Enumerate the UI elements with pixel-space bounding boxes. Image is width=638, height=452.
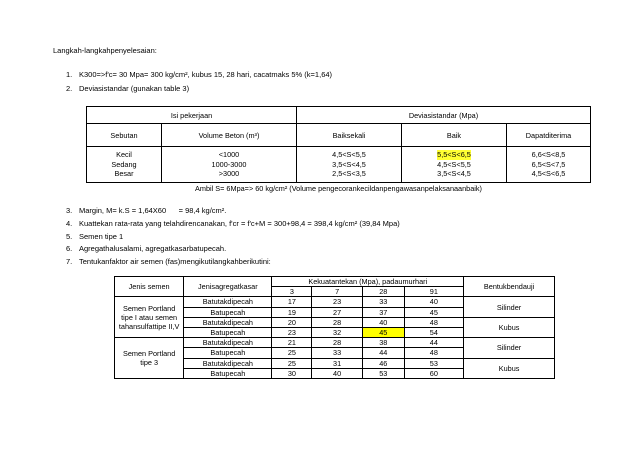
value-cell: 44 — [404, 338, 464, 348]
value-cell: 45 — [404, 307, 464, 317]
value-cell: 53 — [362, 368, 404, 378]
cell-value: 1000-3000 — [211, 159, 247, 169]
header-bentuk: Bentukbendauji — [464, 277, 555, 297]
header-deviasi: Deviasistandar (Mpa) — [297, 107, 591, 124]
value-cell: 23 — [272, 327, 312, 337]
step-text: Margin, M= k.S = 1,64X60 = 98,4 kg/cm². — [79, 206, 227, 215]
step-item — [66, 256, 400, 269]
step-text: Kuattekan rata-rata yang telahdirencanakan, f'cr = f'c+M = 300+98,4 = 398,4 kg/cm² (39,84 Mpa) — [79, 218, 400, 228]
value-cell: 44 — [362, 348, 404, 358]
header-isi: Isi pekerjaan — [87, 107, 297, 124]
value-cell: 31 — [312, 358, 363, 368]
header-baik: Baik — [402, 124, 507, 147]
cell-value: Sedang — [111, 159, 137, 169]
step-number: 5. — [66, 231, 73, 241]
value-cell: 40 — [404, 297, 464, 307]
step-number: 1. — [66, 70, 73, 79]
agregat-cell: Batutakdipecah — [184, 338, 272, 348]
cell-value: Besar — [114, 169, 134, 179]
value-cell: 23 — [312, 297, 363, 307]
step-item — [66, 243, 400, 256]
baik-cell — [402, 147, 507, 183]
step-item — [66, 205, 400, 218]
value-cell: 25 — [272, 348, 312, 358]
value-cell: 40 — [312, 368, 363, 378]
cell-value: <1000 — [218, 150, 240, 160]
semen-type-3: Semen Portland tipe 3 — [115, 338, 184, 379]
steps-list-a — [66, 68, 332, 96]
day-header: 28 — [362, 287, 404, 297]
deviation-table — [86, 106, 591, 194]
dapat-cell — [507, 147, 591, 183]
value-cell: 32 — [312, 327, 363, 337]
value-cell: 20 — [272, 317, 312, 327]
step-text: K300=>f'c= 30 Mpa= 300 kg/cm², kubus 15, 28 hari, cacatmaks 5% (k=1,64) — [79, 70, 333, 79]
table-row — [115, 338, 555, 348]
header-jenis-agregat: Jenisagregatkasar — [184, 277, 272, 297]
cell-value: 4,5<S<6,5 — [531, 169, 566, 179]
step-text: Deviasistandar (gunakan table 3) — [79, 84, 190, 93]
bentuk-cell: Silinder — [464, 338, 555, 358]
value-cell: 54 — [404, 327, 464, 337]
section-heading: Langkah-langkahpenyelesaian: — [53, 46, 157, 55]
steps-list-b — [66, 205, 400, 269]
step-text: Agregathalusalami, agregatkasarbatupecah. — [79, 244, 227, 254]
agregat-cell: Batupecah — [184, 368, 272, 378]
agregat-cell: Batupecah — [184, 348, 272, 358]
baiksekali-cell — [297, 147, 402, 183]
agregat-cell: Batutakdipecah — [184, 317, 272, 327]
value-cell: 33 — [312, 348, 363, 358]
value-cell: 27 — [312, 307, 363, 317]
day-header: 7 — [312, 287, 363, 297]
step-item — [66, 68, 332, 82]
highlighted-value-cell: 45 — [362, 327, 404, 337]
value-cell: 17 — [272, 297, 312, 307]
header-kekuatan: Kekuatantekan (Mpa), padaumurhari — [272, 277, 464, 287]
header-sebutan: Sebutan — [87, 124, 162, 147]
value-cell: 40 — [362, 317, 404, 327]
cell-value: 3,5<S<4,5 — [332, 159, 366, 169]
cell-value: 6,5<S<7,5 — [531, 159, 566, 169]
table-caption: Ambil S= 6Mpa=> 60 kg/cm² (Volume pengecorankecildanpengawasanpelaksanaanbaik) — [195, 184, 482, 193]
value-cell: 19 — [272, 307, 312, 317]
step-number: 3. — [66, 206, 73, 215]
header-baiksekali: Baiksekali — [297, 124, 402, 147]
step-number: 2. — [66, 84, 73, 93]
agregat-cell: Batupecah — [184, 327, 272, 337]
step-text: Semen tipe 1 — [79, 231, 124, 241]
value-cell: 48 — [404, 348, 464, 358]
value-cell: 30 — [272, 368, 312, 378]
step-text: Tentukanfaktor air semen (fas)mengikutilangkahberikutini: — [79, 257, 271, 267]
bentuk-cell: Silinder — [464, 297, 555, 317]
cell-value: 6,6<S<8,5 — [531, 150, 566, 160]
cell-value: 2,5<S<3,5 — [332, 169, 366, 179]
header-volume: Volume Beton (m³) — [162, 124, 297, 147]
step-number: 6. — [66, 244, 73, 254]
step-number: 7. — [66, 257, 73, 267]
step-item — [66, 82, 332, 96]
bentuk-cell: Kubus — [464, 358, 555, 378]
value-cell: 48 — [404, 317, 464, 327]
header-jenis-semen: Jenis semen — [115, 277, 184, 297]
day-header: 91 — [404, 287, 464, 297]
agregat-cell: Batutakdipecah — [184, 358, 272, 368]
cell-value: >3000 — [218, 169, 240, 179]
sebutan-cell — [87, 147, 162, 183]
value-cell: 28 — [312, 317, 363, 327]
value-cell: 33 — [362, 297, 404, 307]
day-header: 3 — [272, 287, 312, 297]
bentuk-cell: Kubus — [464, 317, 555, 337]
agregat-cell: Batutakdipecah — [184, 297, 272, 307]
cell-value: 3,5<S<4,5 — [437, 169, 471, 179]
value-cell: 60 — [404, 368, 464, 378]
value-cell: 53 — [404, 358, 464, 368]
value-cell: 37 — [362, 307, 404, 317]
agregat-cell: Batupecah — [184, 307, 272, 317]
value-cell: 38 — [362, 338, 404, 348]
semen-type-1: Semen Portland tipe I atau semen tahansulfattipe II,V — [115, 297, 184, 338]
step-item — [66, 231, 400, 244]
value-cell: 28 — [312, 338, 363, 348]
cell-value: Kecil — [116, 150, 132, 160]
table-row — [115, 297, 555, 307]
step-number: 4. — [66, 218, 73, 228]
step-item — [66, 218, 400, 231]
value-cell: 46 — [362, 358, 404, 368]
value-cell: 25 — [272, 358, 312, 368]
cell-value: 4,5<S<5,5 — [437, 159, 471, 169]
highlighted-value: 5,5<S<6,5 — [437, 150, 471, 160]
header-dapat: Dapatditerima — [507, 124, 591, 147]
volume-cell — [162, 147, 297, 183]
value-cell: 21 — [272, 338, 312, 348]
strength-table — [114, 276, 555, 379]
cell-value: 4,5<S<5,5 — [332, 150, 366, 160]
